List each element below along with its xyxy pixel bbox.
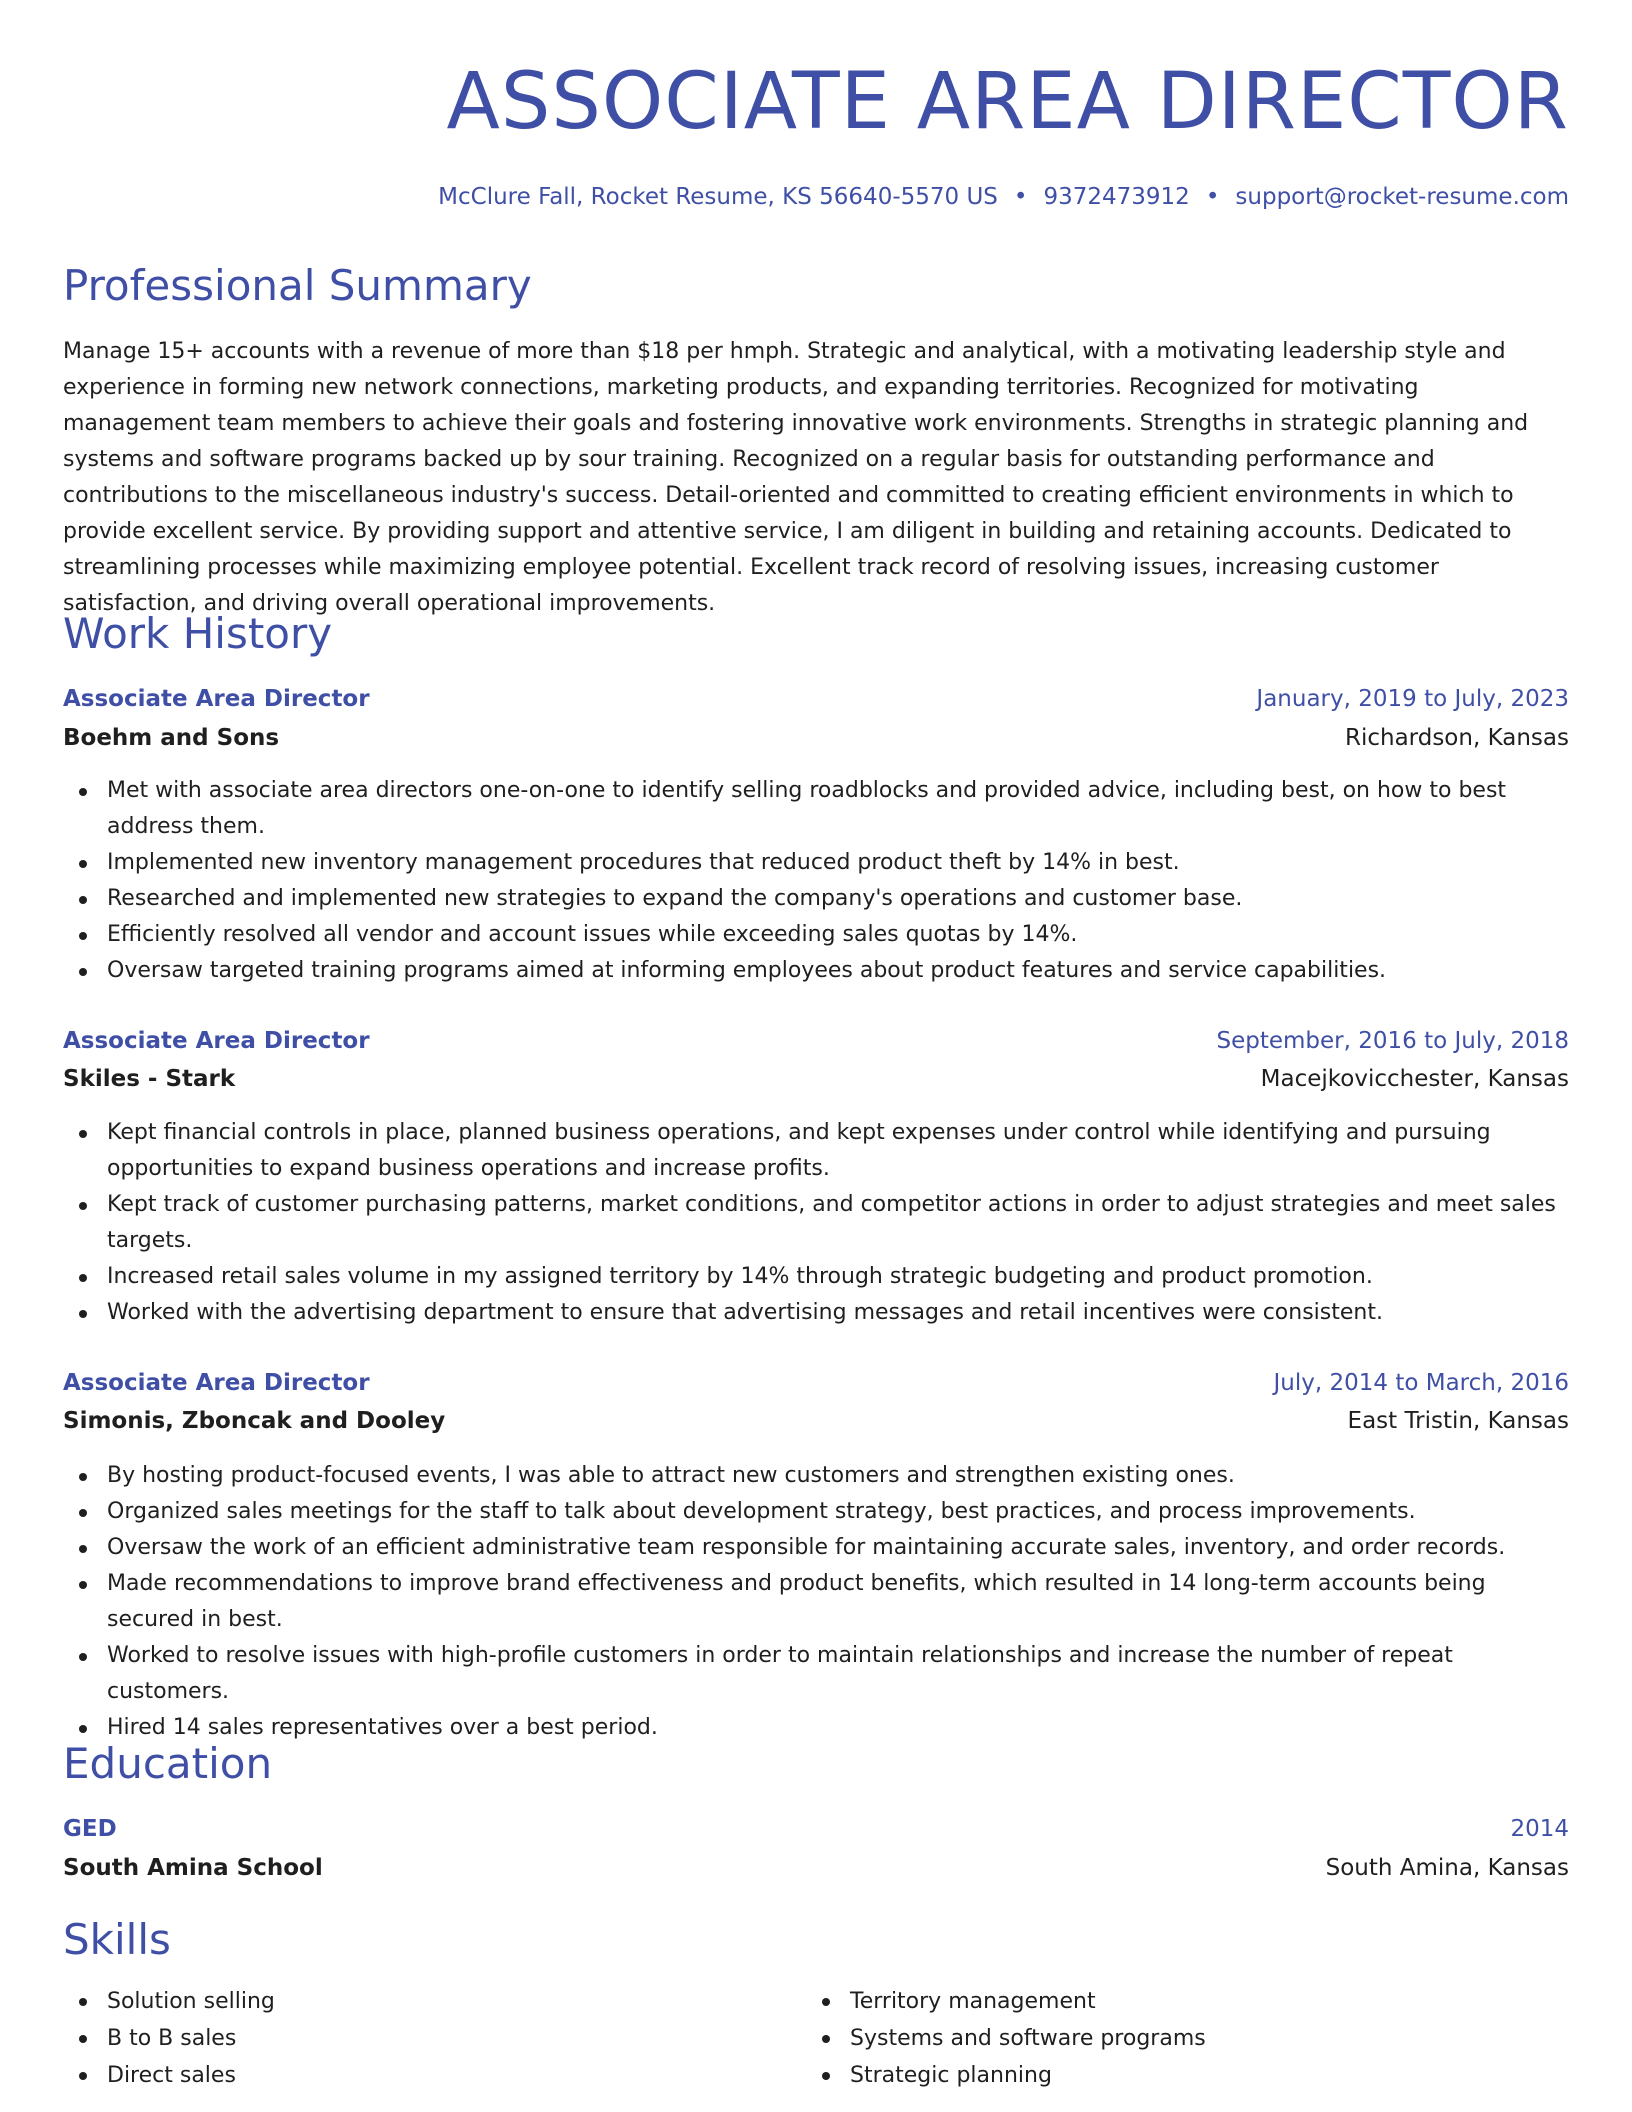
- work-history-heading: Work History: [63, 609, 333, 658]
- job-company: Skiles - Stark: [63, 1066, 236, 1092]
- education-year: 2014: [1510, 1816, 1569, 1842]
- job-location: Richardson, Kansas: [1344, 725, 1569, 751]
- job-bullets: [63, 1115, 1569, 1331]
- job-header-row: [63, 682, 1569, 716]
- list-item: Worked with the advertising department to ensure that advertising messages and retail incentives were consistent.: [63, 1295, 1569, 1331]
- contact-phone: 9372473912: [1043, 184, 1190, 210]
- job-header-row: [63, 1024, 1569, 1058]
- skills-list-right: [806, 1983, 1506, 2094]
- list-item: Researched and implemented new strategies to expand the company's operations and customer base.: [63, 881, 1569, 917]
- job-dates: July, 2014 to March, 2016: [1273, 1370, 1569, 1396]
- list-item: Efficiently resolved all vendor and account issues while exceeding sales quotas by 14%.: [63, 917, 1569, 953]
- job-bullets: [63, 1458, 1569, 1746]
- resume-title: ASSOCIATE AREA DIRECTOR: [446, 57, 1569, 147]
- list-item: Increased retail sales volume in my assigned territory by 14% through strategic budgeting and product promotion.: [63, 1259, 1569, 1295]
- job-location: East Tristin, Kansas: [1347, 1408, 1569, 1434]
- education-degree: GED: [63, 1816, 117, 1842]
- summary-text: Manage 15+ accounts with a revenue of more than $18 per hmph. Strategic and analytical, with a motivating leadership style and experience in forming new network connections, marketing products, and expanding territories. Recognized for motivating management team members to achieve their goals and fostering innovative work environments. Strengths in strategic planning and systems and software programs backed up by sour training. Recognized on a regular basis for outstanding performance and contributions to the miscellaneous industry's success. Detail-oriented and committed to creating efficient environments in which to provide excellent service. By providing support and attentive service, I am diligent in building and retaining accounts. Dedicated to streamlining processes while maximizing employee potential. Excellent track record of resolving issues, increasing customer satisfaction, and driving overall operational improvements.: [63, 339, 1529, 616]
- job-location: Macejkovicchester, Kansas: [1260, 1066, 1569, 1092]
- job-company-row: [63, 1404, 1569, 1438]
- job-dates: January, 2019 to July, 2023: [1256, 686, 1569, 712]
- skill-item: Systems and software programs: [806, 2020, 1506, 2057]
- skill-item: Solution selling: [63, 1983, 763, 2020]
- job-title: Associate Area Director: [63, 686, 370, 712]
- job-bullets: [63, 773, 1569, 989]
- list-item: Kept track of customer purchasing patterns, market conditions, and competitor actions in order to adjust strategies and meet sales targets.: [63, 1187, 1569, 1259]
- education-header-row: [63, 1812, 1569, 1846]
- list-item: Met with associate area directors one-on-one to identify selling roadblocks and provided advice, including best, on how to best address them.: [63, 773, 1569, 845]
- list-item: Hired 14 sales representatives over a best period.: [63, 1710, 1569, 1746]
- list-item: By hosting product-focused events, I was able to attract new customers and strengthen existing ones.: [63, 1458, 1569, 1494]
- contact-email[interactable]: support@rocket-resume.com: [1235, 184, 1569, 210]
- list-item: Kept financial controls in place, planned business operations, and kept expenses under control while identifying and pursuing opportunities to expand business operations and increase profits.: [63, 1115, 1569, 1187]
- job-title: Associate Area Director: [63, 1370, 370, 1396]
- education-heading: Education: [63, 1739, 273, 1788]
- skills-heading: Skills: [63, 1915, 171, 1964]
- job-header-row: [63, 1366, 1569, 1400]
- skill-item: Direct sales: [63, 2057, 763, 2094]
- contact-separator: •: [1205, 184, 1220, 210]
- job-dates: September, 2016 to July, 2018: [1216, 1028, 1569, 1054]
- education-school: South Amina School: [63, 1855, 323, 1881]
- skill-item: Strategic planning: [806, 2057, 1506, 2094]
- list-item: Made recommendations to improve brand effectiveness and product benefits, which resulted in 14 long-term accounts being secured in best.: [63, 1566, 1569, 1638]
- contact-separator: •: [1013, 184, 1028, 210]
- list-item: Worked to resolve issues with high-profile customers in order to maintain relationships and increase the number of repeat customers.: [63, 1638, 1569, 1710]
- job-company-row: [63, 721, 1569, 755]
- skill-item: B to B sales: [63, 2020, 763, 2057]
- education-school-row: [63, 1851, 1569, 1885]
- skills-list-left: [63, 1983, 763, 2094]
- skill-item: Territory management: [806, 1983, 1506, 2020]
- education-location: South Amina, Kansas: [1325, 1855, 1569, 1881]
- job-title: Associate Area Director: [63, 1028, 370, 1054]
- list-item: Implemented new inventory management procedures that reduced product theft by 14% in best.: [63, 845, 1569, 881]
- job-company-row: [63, 1062, 1569, 1096]
- summary-heading: Professional Summary: [63, 261, 532, 310]
- job-company: Boehm and Sons: [63, 725, 280, 751]
- list-item: Oversaw the work of an efficient administrative team responsible for maintaining accurate sales, inventory, and order records.: [63, 1530, 1569, 1566]
- list-item: Oversaw targeted training programs aimed at informing employees about product features and service capabilities.: [63, 953, 1569, 989]
- list-item: Organized sales meetings for the staff to talk about development strategy, best practices, and process improvements.: [63, 1494, 1569, 1530]
- contact-address: McClure Fall, Rocket Resume, KS 56640-5570 US: [438, 184, 998, 210]
- job-company: Simonis, Zboncak and Dooley: [63, 1408, 446, 1434]
- contact-line: [438, 180, 1569, 214]
